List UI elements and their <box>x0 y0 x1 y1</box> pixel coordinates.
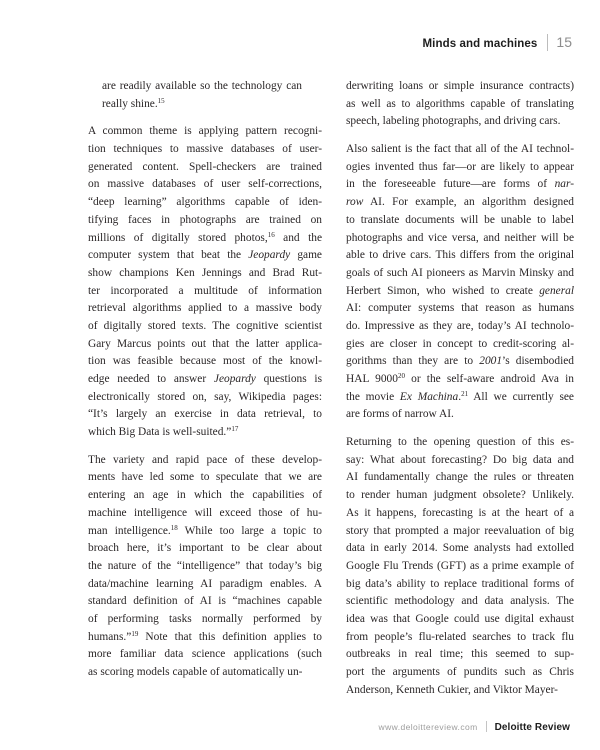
text-line: to translate documents will be unable to label <box>346 213 574 226</box>
text-line: say: What about forecasting? Do big data and <box>346 453 574 466</box>
text-line: Herbert Simon, who wished to create general <box>346 284 574 297</box>
text-line: ogies invented thus far—or are likely to appear <box>346 160 574 173</box>
text-line: data/machine learning AI paradigm enables. A <box>88 577 322 590</box>
text-line: able to drive cars. This differs from the original <box>346 249 574 262</box>
text-line: more familiar data science applications (such <box>88 648 322 661</box>
text-line: show champions Ken Jennings and Brad Rut- <box>88 266 322 279</box>
text-line: “deep learning” algorithms capable of iden- <box>88 196 322 209</box>
text-line: AI fundamentally change the rules or threaten <box>346 471 574 484</box>
text-line: goals of such AI pioneers as Marvin Minsky and <box>346 266 574 279</box>
text-line: generated content. Spell-checkers are trained <box>88 160 322 173</box>
text-line: “It’s largely an exercise in data retrieval, to <box>88 408 322 421</box>
text-line: edge needed to answer Jeopardy questions is <box>88 373 322 385</box>
page-number: 15 <box>556 34 572 50</box>
page-header <box>0 34 572 52</box>
text-line: the movie Ex Machina.$^{21}$ All we currently see <box>346 389 574 403</box>
text-line: row AI. For example, an algorithm designed <box>346 196 574 209</box>
text-line: Returning to the opening question of this es- <box>346 436 574 449</box>
text-line: as well as to algorithms capable of translating <box>346 97 574 110</box>
text-line: tifying faces in photographs are trained on <box>88 213 322 226</box>
text-line: ments have led some to speculate that we are <box>88 471 322 484</box>
paragraph <box>346 434 574 699</box>
text-line: speech, labeling photographs, and driving cars. <box>346 115 561 128</box>
page-footer <box>0 717 570 735</box>
paragraph <box>346 78 574 131</box>
text-line: port the arguments of pundits such as Chris <box>346 666 574 678</box>
text-line: broach here, it’s important to be clear about <box>88 542 322 555</box>
text-line: are forms of narrow AI. <box>346 408 454 421</box>
text-line: Gary Marcus points out that the latter applica- <box>88 337 322 350</box>
paragraph <box>88 123 322 441</box>
text-line: derwriting loans or simple insurance contracts) <box>346 80 574 92</box>
text-line: which Big Data is well-suited.”$^{17}$ <box>88 425 239 439</box>
text-line: humans.”$^{19}$ Note that this definition applies to <box>88 629 322 643</box>
text-line: Also salient is the fact that all of the AI technol- <box>346 143 574 156</box>
article-body <box>88 78 574 699</box>
text-line: really shine.$^{15}$ <box>102 96 165 110</box>
text-line: The variety and rapid pace of these develop- <box>88 453 322 466</box>
footer-brand: Deloitte Review <box>494 722 570 733</box>
text-line: machine intelligence will exceed those of hu- <box>88 506 322 519</box>
text-line: gorithms than they are to 2001’s disembodied <box>346 355 574 368</box>
text-line: ter incorporated a multitude of information <box>88 284 322 297</box>
footer-divider <box>486 721 487 732</box>
text-line: standard definition of AI is “machines capable <box>88 595 322 608</box>
text-line: idea was that Google could use digital exhaust <box>346 612 574 625</box>
text-line: on massive databases of user self-corrections, <box>88 178 322 191</box>
header-divider <box>547 34 548 51</box>
text-line: Google Flu Trends (GFT) as a prime example of <box>346 559 574 572</box>
text-line: A common theme is applying pattern recogni- <box>88 125 322 138</box>
text-line: scientific methodology and data analysis. The <box>346 595 574 608</box>
running-head: Minds and machines <box>422 38 538 50</box>
text-line: photographs and vice versa, and neither will be <box>346 231 574 244</box>
text-line: of digitally stored texts. The cognitive scientist <box>88 319 322 332</box>
text-line: retrieval algorithms applied to a massive body <box>88 302 322 315</box>
paragraph <box>346 141 574 424</box>
text-line: millions of digitally stored photos,$^{16}$ and the <box>88 230 323 244</box>
text-line: from people’s flu-related searches to track flu <box>346 630 574 643</box>
column-right <box>346 78 574 699</box>
text-line: are readily available so the technology can <box>102 80 302 92</box>
text-line: entering an age in which the capabilities of <box>88 489 322 502</box>
paragraph <box>88 452 322 682</box>
text-line: Anderson, Kenneth Cukier, and Viktor Mayer- <box>346 683 558 696</box>
text-line: computer system that beat the Jeopardy game <box>88 249 322 262</box>
footer-url-link[interactable]: www.deloittereview.com <box>378 722 478 732</box>
text-line: do. Impressive as they are, today’s AI technolo- <box>346 319 574 332</box>
text-line: story that prompted a major reevaluation of big <box>346 524 574 537</box>
text-line: tion was feasible because most of the knowl- <box>88 355 322 368</box>
text-line: to render human judgment obsolete? Unlikely. <box>346 489 574 502</box>
text-line: man intelligence.$^{18}$ While too large a topic to <box>88 523 322 537</box>
text-line: the nature of the “intelligence” that today’s big <box>88 559 322 572</box>
block-quote <box>102 78 302 113</box>
text-line: data in early 2014. Some analysts had extolled <box>346 542 574 555</box>
column-left <box>88 78 322 682</box>
text-line: in the foreseeable future—are forms of nar- <box>346 178 574 191</box>
text-line: tion techniques to massive databases of user- <box>88 143 322 156</box>
text-line: As it happens, forecasting is at the heart of a <box>346 506 574 519</box>
text-line: AI: computer systems that reason as humans <box>346 302 574 315</box>
text-line: gies are closer in concept to credit-scoring al- <box>346 337 574 350</box>
text-line: outbreaks in real time; this seemed to sup- <box>346 648 574 661</box>
text-line: electronically stored on, say, Wikipedia pages: <box>88 390 322 403</box>
text-line: HAL 9000$^{20}$ or the self-aware android Ava in <box>346 372 574 385</box>
text-line: as scoring models capable of automatically un- <box>88 666 303 678</box>
text-line: of performing tasks normally performed by <box>88 612 322 625</box>
text-line: big data’s ability to replace traditional forms of <box>346 577 574 590</box>
